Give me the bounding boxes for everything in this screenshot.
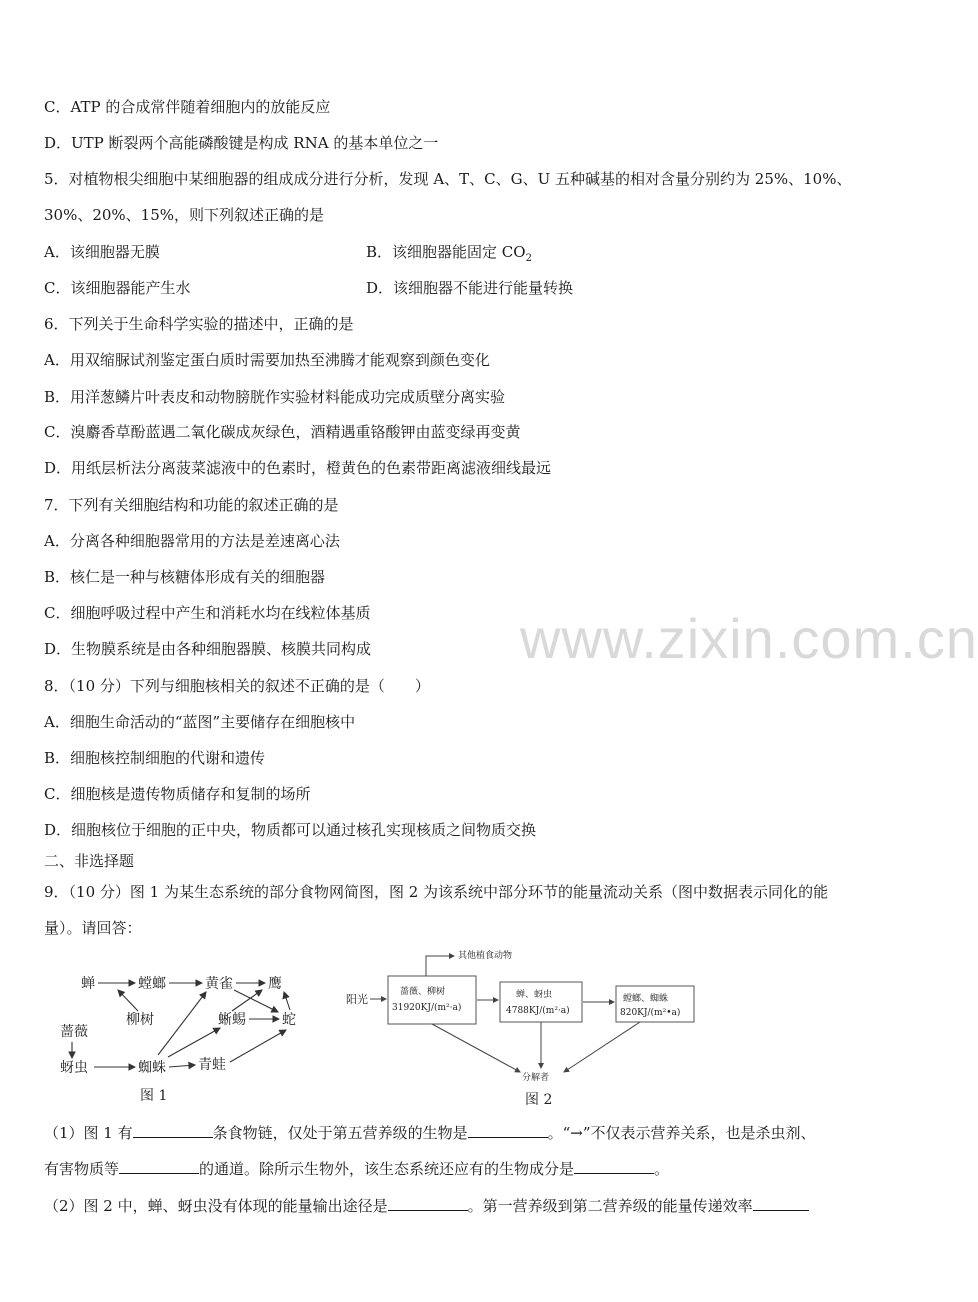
node-tanglang: 螳螂 [138, 976, 166, 992]
q7-option-d: D．生物膜系统是由各种细胞器膜、核膜共同构成 [44, 640, 372, 658]
q9-p1-text-b: 条食物链，仅处于第五营养级的生物是 [212, 1124, 468, 1142]
figure-1-food-web [50, 966, 320, 1106]
node-qingwa: 青蛙 [198, 1057, 226, 1073]
answer-blank[interactable] [574, 1159, 654, 1174]
q6-option-d: D．用纸层析法分离菠菜滤液中的色素时，橙黄色的色素带距离滤液细线最远 [44, 459, 552, 477]
q5-stem-line2: 30%、20%、15%，则下列叙述正确的是 [44, 206, 325, 224]
q9-p1-text-c: 。“→”不仅表示营养关系，也是杀虫剂、 [547, 1124, 816, 1142]
node-xiyi: 蜥蜴 [218, 1012, 246, 1028]
q6-option-a: A．用双缩脲试剂鉴定蛋白质时需要加热至沸腾才能观察到颜色变化 [44, 351, 490, 369]
q9-stem-line1: 9．（10 分）图 1 为某生态系统的部分食物网简图，图 2 为该系统中部分环节的能量流动关系（图中数据表示同化的能 [44, 883, 829, 901]
other-herbivores-label: 其他植食动物 [458, 951, 513, 961]
q6-option-b: B．用洋葱鳞片叶表皮和动物膀胱作实验材料能成功完成质壁分离实验 [44, 388, 506, 406]
node-she: 蛇 [282, 1012, 296, 1028]
q9-part2-line1 [44, 1195, 809, 1216]
node-qiangwei: 蔷薇 [60, 1024, 88, 1040]
answer-blank[interactable] [753, 1196, 809, 1211]
q5-option-d: D．该细胞器不能进行能量转换 [366, 279, 574, 297]
q6-stem: 6．下列关于生命科学实验的描述中，正确的是 [44, 315, 354, 333]
box-producers-name: 蔷薇、柳树 [400, 987, 446, 997]
q9-p1-text-e: 的通道。除所示生物外，该生态系统还应有的生物成分是 [199, 1160, 575, 1178]
q6-option-c: C．溴麝香草酚蓝遇二氧化碳成灰绿色，酒精遇重铬酸钾由蓝变绿再变黄 [44, 423, 521, 441]
watermark-text: www.zixin.com.cn [520, 607, 978, 670]
q5-option-b-subscript: 2 [525, 253, 532, 264]
figure-2-energy-flow [340, 944, 710, 1108]
box-secondary-consumers-energy: 820KJ/(m²•a) [620, 1008, 681, 1018]
q9-p1-text-f: 。 [654, 1160, 670, 1178]
q9-p1-text-d: 有害物质等 [44, 1160, 120, 1178]
box-primary-consumers [500, 982, 582, 1022]
q7-option-c: C．细胞呼吸过程中产生和消耗水均在线粒体基质 [44, 604, 371, 622]
q5-stem-line1: 5．对植物根尖细胞中某细胞器的组成成分进行分析，发现 A、T、C、G、U 五种碱基的相对含量分别约为 25%、10%、 [44, 170, 852, 188]
q5-option-a: A．该细胞器无膜 [44, 243, 160, 261]
q8-option-b: B．细胞核控制细胞的代谢和遗传 [44, 749, 266, 767]
q9-p1-text-a: （1）图 1 有 [44, 1124, 133, 1142]
box-producers-energy: 31920KJ/(m²·a) [392, 1003, 462, 1013]
q5-option-b-text: B．该细胞器能固定 CO [366, 243, 526, 261]
q8-option-a: A．细胞生命活动的“蓝图”主要储存在细胞核中 [44, 713, 356, 731]
figure-2-caption: 图 2 [525, 1092, 553, 1108]
box-primary-consumers-energy: 4788KJ/(m²·a) [506, 1006, 570, 1016]
node-liushu: 柳树 [126, 1012, 154, 1028]
answer-blank[interactable] [468, 1123, 548, 1138]
node-zhizhu: 蜘蛛 [138, 1060, 166, 1076]
answer-blank[interactable] [133, 1123, 213, 1138]
q9-part1-line1 [44, 1122, 816, 1143]
answer-blank[interactable] [119, 1159, 199, 1174]
sunlight-label: 阳光 [346, 993, 368, 1006]
node-huangque: 黄雀 [205, 976, 233, 992]
answer-blank[interactable] [388, 1196, 468, 1211]
q9-part1-line2 [44, 1158, 669, 1179]
q5-option-b [366, 241, 532, 264]
q5-option-c: C．该细胞器能产生水 [44, 279, 191, 297]
box-secondary-consumers-name: 螳螂、蜘蛛 [623, 994, 669, 1004]
q7-option-a: A．分离各种细胞器常用的方法是差速离心法 [44, 532, 340, 550]
q9-stem-line2: 量）。请回答： [44, 919, 142, 937]
q8-option-d: D．细胞核位于细胞的正中央，物质都可以通过核孔实现核质之间物质交换 [44, 821, 537, 839]
box-primary-consumers-name: 蝉、蚜虫 [516, 990, 553, 1000]
q8-option-c: C．细胞核是遗传物质储存和复制的场所 [44, 785, 311, 803]
q7-option-b: B．核仁是一种与核糖体形成有关的细胞器 [44, 568, 326, 586]
node-chan: 蝉 [81, 976, 95, 992]
box-producers [388, 976, 476, 1024]
figure-1-caption: 图 1 [140, 1088, 168, 1104]
q9-p2-text-a: （2）图 2 中，蝉、蚜虫没有体现的能量输出途径是 [44, 1197, 388, 1215]
node-ying: 鹰 [268, 976, 282, 992]
q4-option-d: D．UTP 断裂两个高能磷酸键是构成 RNA 的基本单位之一 [44, 134, 439, 152]
q7-stem: 7．下列有关细胞结构和功能的叙述正确的是 [44, 496, 339, 514]
decomposer-label: 分解者 [522, 1073, 550, 1083]
q8-stem: 8．（10 分）下列与细胞核相关的叙述不正确的是（ ） [44, 677, 430, 695]
section-heading: 二、非选择题 [44, 852, 135, 870]
node-yachong: 蚜虫 [60, 1060, 88, 1076]
q9-p2-text-b: 。第一营养级到第二营养级的能量传递效率 [467, 1197, 753, 1215]
q4-option-c: C．ATP 的合成常伴随着细胞内的放能反应 [44, 98, 331, 116]
